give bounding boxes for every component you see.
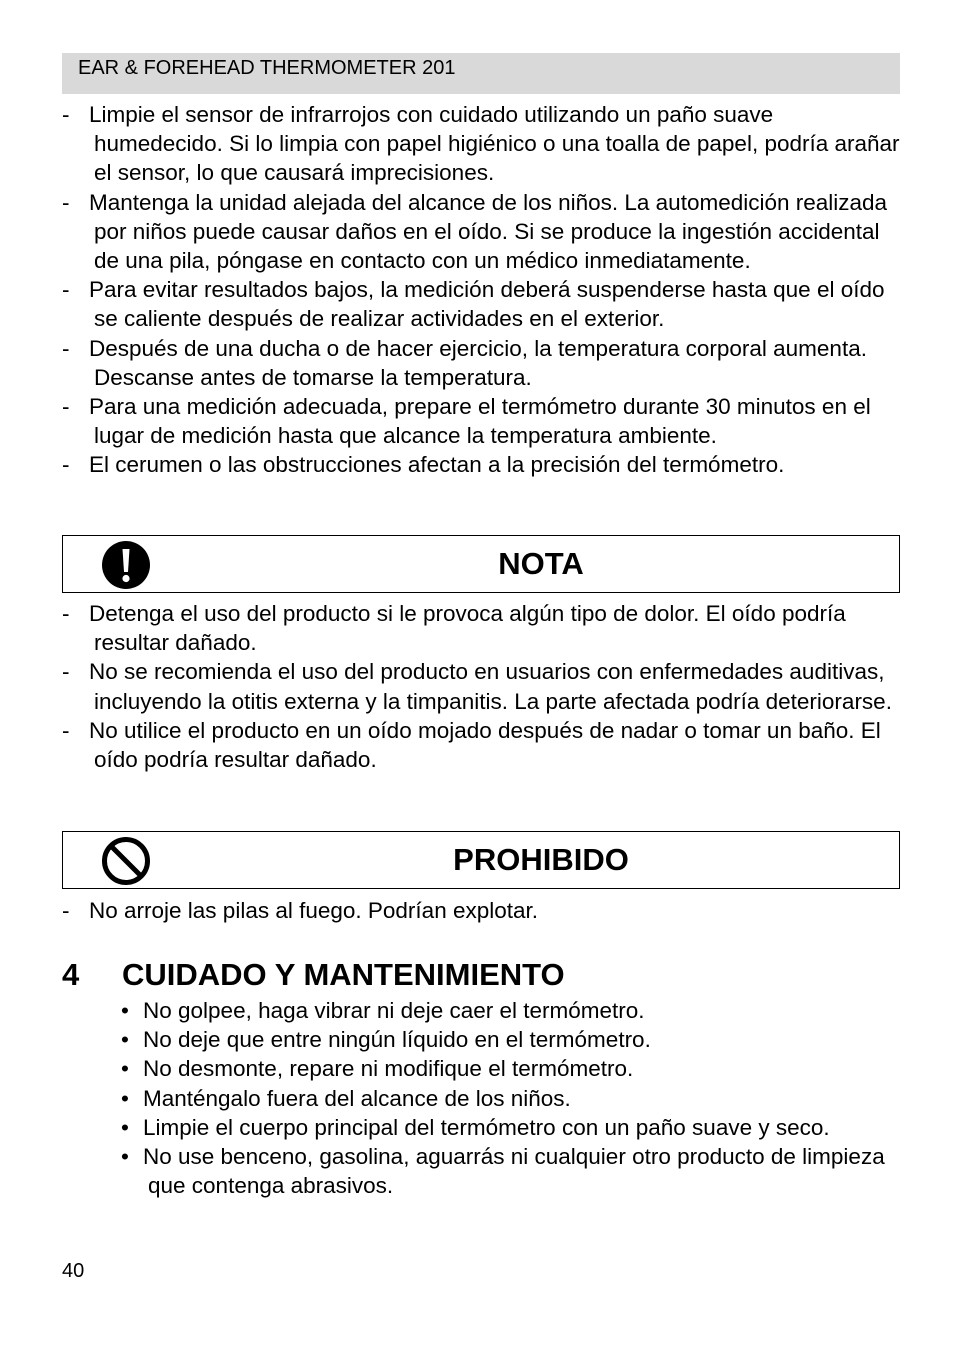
list-item: • Manténgalo fuera del alcance de los niños. [121, 1084, 911, 1113]
list-item: - No utilice el producto en un oído mojado después de nadar o tomar un baño. El oído podría resultar dañado. [62, 716, 907, 774]
header-title: EAR & FOREHEAD THERMOMETER 201 [78, 57, 456, 79]
list-item: - El cerumen o las obstrucciones afectan a la precisión del termómetro. [62, 450, 907, 479]
nota-box [62, 535, 900, 593]
section-title: CUIDADO Y MANTENIMIENTO [122, 957, 565, 992]
nota-list [62, 599, 907, 774]
list-item: - Después de una ducha o de hacer ejercicio, la temperatura corporal aumenta. Descanse antes de tomarse la temperatura. [62, 334, 907, 392]
list-item: - No arroje las pilas al fuego. Podrían explotar. [62, 896, 907, 925]
care-list [121, 996, 911, 1200]
list-item: - No se recomienda el uso del producto en usuarios con enfermedades auditivas, incluyendo la otitis externa y la timpanitis. La parte afectada podría deteriorarse. [62, 657, 907, 715]
list-item: - Para una medición adecuada, prepare el termómetro durante 30 minutos en el lugar de medición hasta que alcance la temperatura ambiente. [62, 392, 907, 450]
list-item: - Mantenga la unidad alejada del alcance de los niños. La automedición realizada por niños puede causar daños en el oído. Si se produce la ingestión accidental de una pila, póngase en contacto con un médico inmediatamente. [62, 188, 907, 276]
list-item: - Detenga el uso del producto si le provoca algún tipo de dolor. El oído podría resultar dañado. [62, 599, 907, 657]
running-header [62, 53, 900, 94]
list-item: • No deje que entre ningún líquido en el termómetro. [121, 1025, 911, 1054]
section-heading [62, 953, 565, 997]
section-number: 4 [62, 957, 80, 992]
nota-title: NOTA [498, 546, 584, 581]
precautions-list [62, 100, 907, 480]
list-item: - Para evitar resultados bajos, la medición deberá suspenderse hasta que el oído se caliente después de realizar actividades en el exterior. [62, 275, 907, 333]
prohibido-title: PROHIBIDO [453, 842, 629, 877]
prohibido-box [62, 831, 900, 889]
prohibido-list [62, 896, 907, 925]
list-item: • Limpie el cuerpo principal del termómetro con un paño suave y seco. [121, 1113, 911, 1142]
page-number: 40 [62, 1260, 85, 1282]
list-item: • No golpee, haga vibrar ni deje caer el termómetro. [121, 996, 911, 1025]
list-item: • No desmonte, repare ni modifique el termómetro. [121, 1054, 911, 1083]
list-item: • No use benceno, gasolina, aguarrás ni cualquier otro producto de limpieza que contenga abrasivos. [121, 1142, 911, 1200]
list-item: - Limpie el sensor de infrarrojos con cuidado utilizando un paño suave humedecido. Si lo limpia con papel higiénico o una toalla de papel, podría arañar el sensor, lo que causará imprecisiones. [62, 100, 907, 188]
